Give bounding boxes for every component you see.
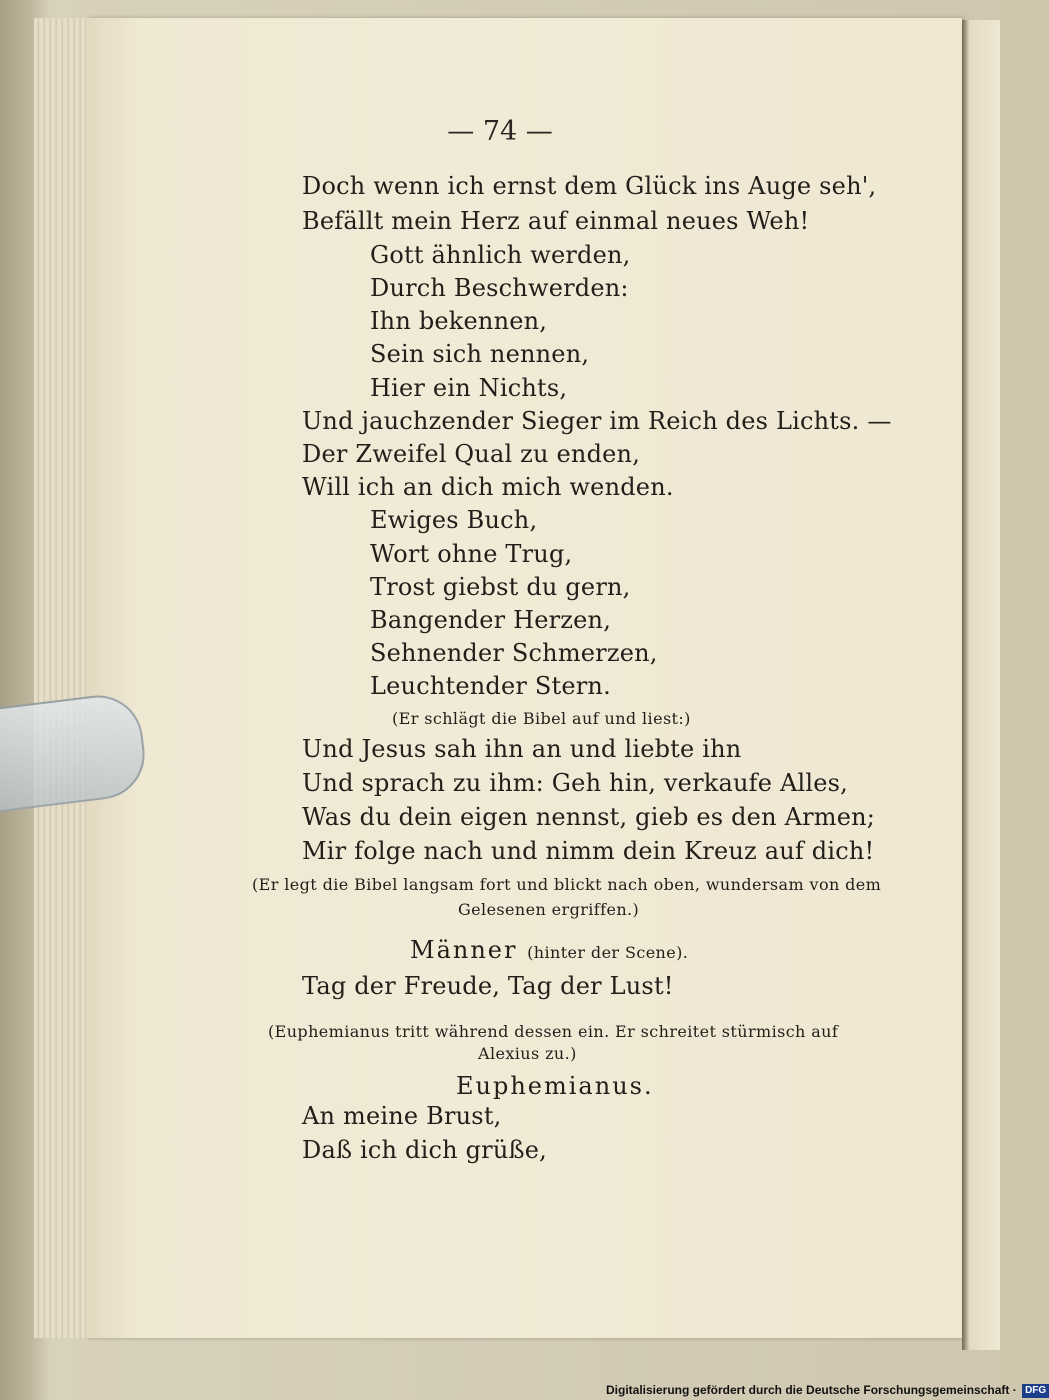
verse-line: Wort ohne Trug, xyxy=(370,540,573,568)
verse-line: Und Jesus sah ihn an und liebte ihn xyxy=(302,735,742,763)
verse-line: Sein sich nennen, xyxy=(370,340,590,368)
verse-line: Gott ähnlich werden, xyxy=(370,241,631,269)
stage-direction: Gelesenen ergriffen.) xyxy=(458,900,640,919)
verse-line: Befällt mein Herz auf einmal neues Weh! xyxy=(302,207,810,235)
verse-line: Leuchtender Stern. xyxy=(370,672,611,700)
speaker-name: Euphemianus. xyxy=(456,1072,654,1100)
stage-direction: (Er legt die Bibel langsam fort und blickt nach oben, wundersam von dem xyxy=(252,875,882,894)
facing-page-edge xyxy=(962,20,1000,1350)
verse-line: Tag der Freude, Tag der Lust! xyxy=(302,972,674,1000)
stage-direction: Alexius zu.) xyxy=(478,1044,577,1063)
verse-line: Daß ich dich grüße, xyxy=(302,1136,547,1164)
dfg-logo: DFG xyxy=(1022,1384,1049,1398)
verse-line: Ihn bekennen, xyxy=(370,307,548,335)
verse-line: Ewiges Buch, xyxy=(370,506,538,534)
verse-line: Der Zweifel Qual zu enden, xyxy=(302,440,641,468)
verse-line: Sehnender Schmerzen, xyxy=(370,639,658,667)
verse-line: Hier ein Nichts, xyxy=(370,374,568,402)
verse-line: Mir folge nach und nimm dein Kreuz auf dich! xyxy=(302,837,875,865)
verse-line: An meine Brust, xyxy=(302,1102,502,1130)
verse-line: Bangender Herzen, xyxy=(370,606,612,634)
speaker-note: (hinter der Scene). xyxy=(527,943,689,962)
speaker-name xyxy=(410,936,688,964)
verse-line: Und jauchzender Sieger im Reich des Lichts. — xyxy=(302,407,892,435)
verse-line: Durch Beschwerden: xyxy=(370,274,629,302)
speaker-label: Männer xyxy=(410,936,518,964)
page-number: — 74 — xyxy=(447,116,553,147)
digitization-credit xyxy=(606,1381,1047,1399)
verse-line: Will ich an dich mich wenden. xyxy=(302,473,674,501)
verse-line: Trost giebst du gern, xyxy=(370,573,631,601)
verse-line: Und sprach zu ihm: Geh hin, verkaufe Alles, xyxy=(302,769,848,797)
verse-line: Was du dein eigen nennst, gieb es den Armen; xyxy=(302,803,876,831)
stage-direction: (Er schlägt die Bibel auf und liest:) xyxy=(392,709,691,728)
credit-text: Digitalisierung gefördert durch die Deutsche Forschungsgemeinschaft · xyxy=(606,1383,1017,1397)
verse-line: Doch wenn ich ernst dem Glück ins Auge seh', xyxy=(302,172,877,200)
stage-direction: (Euphemianus tritt während dessen ein. Er schreitet stürmisch auf xyxy=(268,1022,839,1041)
